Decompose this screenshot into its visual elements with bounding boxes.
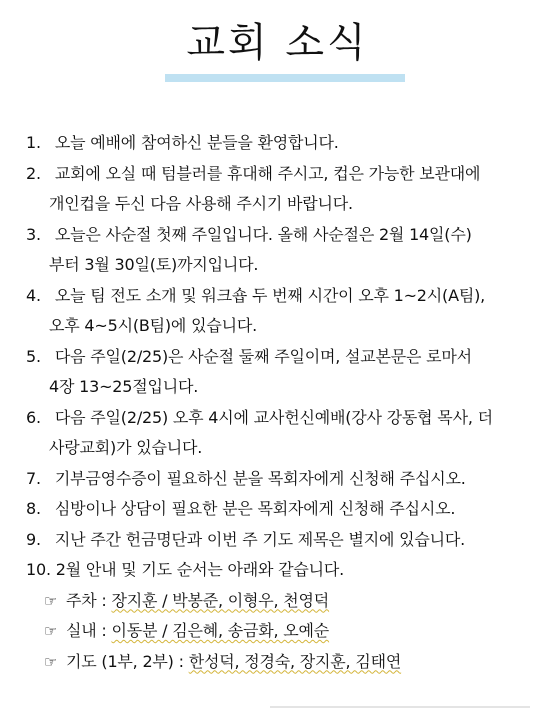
item-number: 3.: [26, 224, 41, 244]
list-item: [26, 464, 546, 495]
item-number: 8.: [26, 499, 41, 518]
sub-item-prayer: [26, 647, 546, 678]
sub-item-names: 이동분 / 김은혜, 송금화, 오예순: [111, 621, 330, 640]
item-number: 7.: [26, 468, 41, 488]
sub-item-names: 장지훈 / 박봉준, 이형우, 천영덕: [111, 590, 330, 610]
item-text-continued: 개인컵을 두신 다음 사용해 주시기 바랍니다.: [49, 194, 353, 213]
item-number: 5.: [26, 346, 41, 366]
list-item: [26, 403, 546, 464]
item-text-continued: 부터 3월 30일(토)까지입니다.: [49, 255, 259, 274]
item-text: 기부금영수증이 필요하신 분을 목회자에게 신청해 주십시오.: [54, 468, 466, 488]
notice-list: [26, 128, 546, 677]
list-item: [26, 281, 546, 342]
item-number: 2.: [26, 163, 41, 183]
list-item: [26, 525, 546, 556]
list-item: [26, 159, 546, 220]
list-item: [26, 494, 546, 525]
item-text-continued: 4장 13~25절입니다.: [49, 377, 199, 396]
item-number: 9.: [26, 529, 41, 549]
sub-item-label: 실내 :: [66, 621, 107, 640]
sub-item-names: 한성덕, 정경숙, 장지훈, 김태연: [188, 651, 402, 671]
page-title: 교회 소식: [186, 20, 369, 66]
item-text: 지난 주간 헌금명단과 이번 주 기도 제목은 별지에 있습니다.: [54, 529, 466, 549]
item-text: 오늘은 사순절 첫째 주일입니다. 올해 사순절은 2월 14일(수): [54, 224, 472, 244]
list-item: [26, 220, 546, 281]
sub-item-parking: [26, 586, 546, 617]
item-text: 다음 주일(2/25) 오후 4시에 교사헌신예배(강사 강동협 목사, 더: [54, 407, 493, 427]
list-item: [26, 342, 546, 403]
sub-item-indoor: [26, 616, 546, 647]
sub-item-label: 기도 (1부, 2부) :: [66, 651, 184, 671]
item-text-continued: 오후 4~5시(B팀)에 있습니다.: [49, 316, 257, 335]
item-number: 6.: [26, 407, 41, 427]
item-text: 2월 안내 및 기도 순서는 아래와 같습니다.: [55, 560, 345, 579]
pointing-hand-icon: ☞: [44, 591, 58, 610]
item-text: 오늘 예배에 참여하신 분들을 환영합니다.: [54, 133, 339, 152]
header: [0, 14, 555, 72]
pointing-hand-icon: ☞: [44, 652, 58, 671]
title-underline-bar: [165, 74, 405, 82]
item-number: 4.: [26, 285, 41, 305]
item-text: 다음 주일(2/25)은 사순절 둘째 주일이며, 설교본문은 로마서: [54, 346, 472, 366]
item-text: 오늘 팀 전도 소개 및 워크숍 두 번째 시간이 오후 1~2시(A팀),: [54, 285, 486, 305]
list-item: [26, 128, 546, 159]
item-text: 심방이나 상담이 필요한 분은 목회자에게 신청해 주십시오.: [54, 499, 456, 518]
list-item: [26, 555, 546, 586]
pointing-hand-icon: ☞: [44, 622, 58, 640]
item-number: 10.: [26, 560, 51, 579]
item-text-continued: 사랑교회)가 있습니다.: [49, 438, 203, 457]
item-number: 1.: [26, 133, 41, 152]
divider: [270, 706, 530, 708]
item-text: 교회에 오실 때 텀블러를 휴대해 주시고, 컵은 가능한 보관대에: [54, 163, 481, 183]
sub-item-label: 주차 :: [66, 590, 107, 610]
